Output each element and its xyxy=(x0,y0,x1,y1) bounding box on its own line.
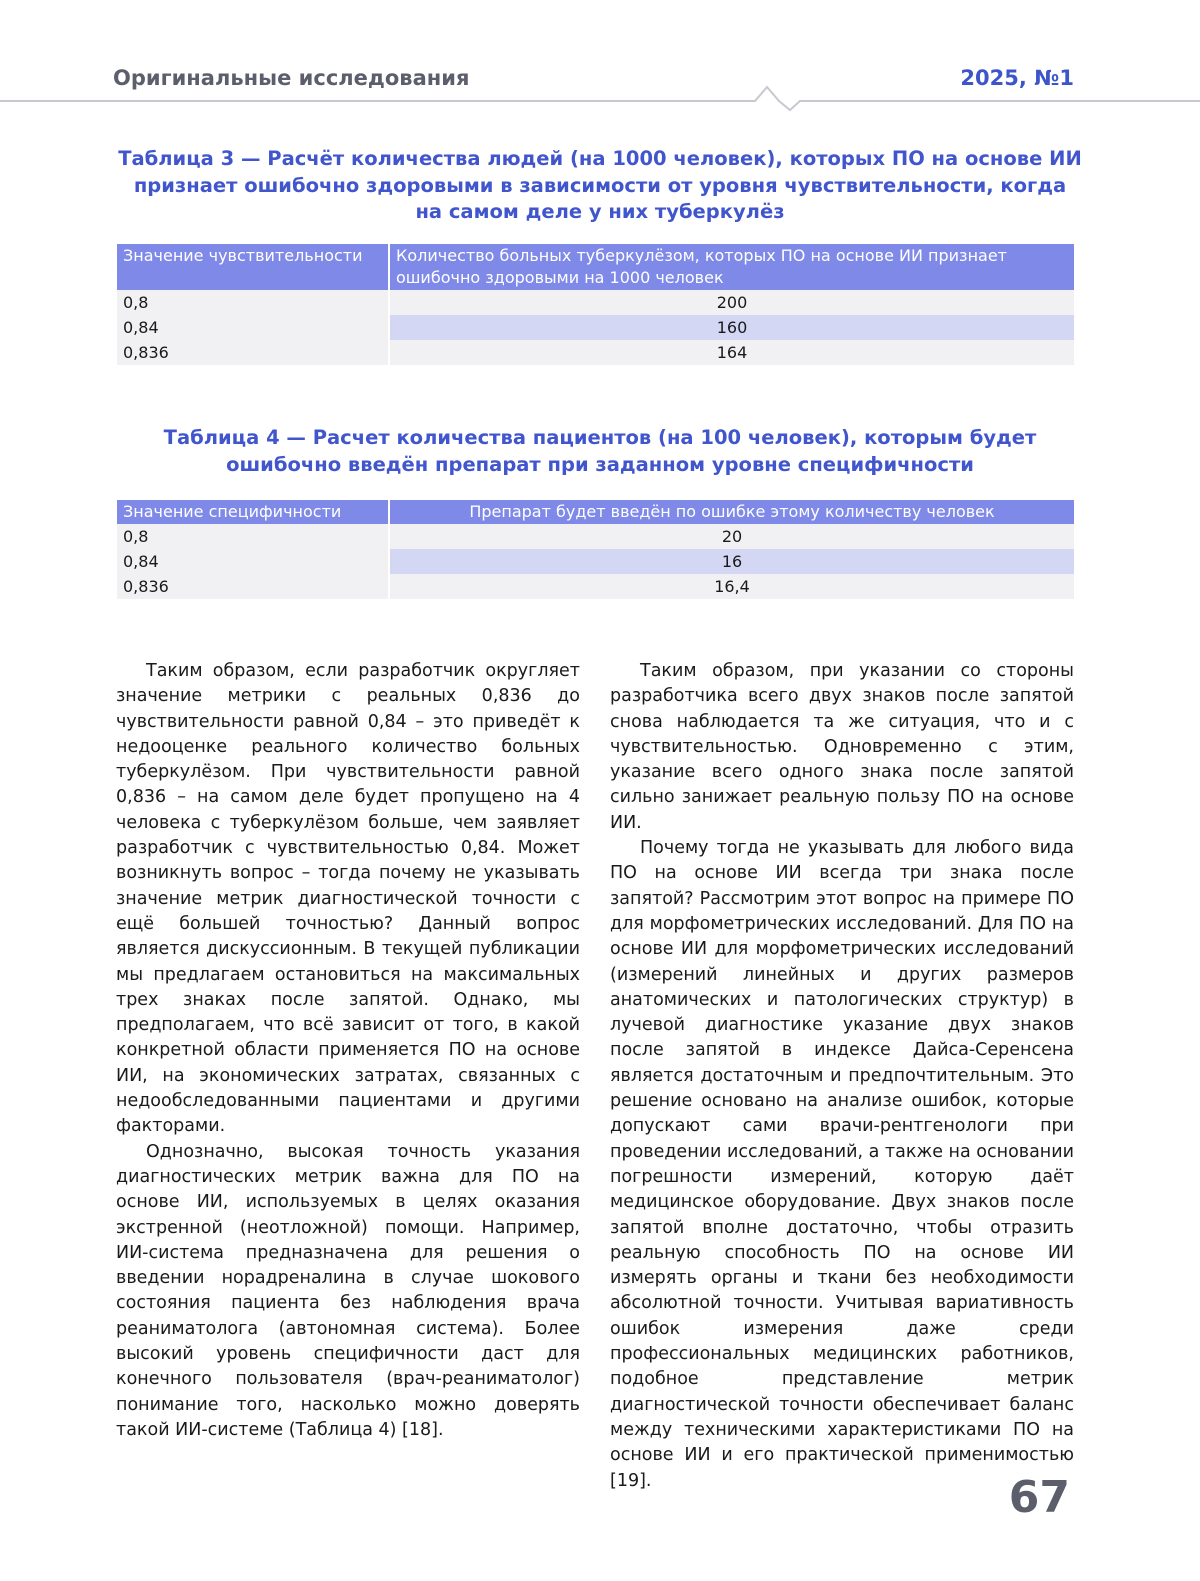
table-row xyxy=(117,574,1074,599)
table4-caption xyxy=(110,425,1090,478)
table-cell: 200 xyxy=(389,290,1074,315)
paragraph: Таким образом, при указании со стороны разработчика всего двух знаков после запятой снова наблюдается та же ситуация, что и с чувствительностью. Одновременно с этим, указание всего одного знака после запятой сильно занижает реальную пользу ПО на основе ИИ. xyxy=(610,661,1074,833)
header-divider xyxy=(0,80,1200,120)
table-cell: 0,836 xyxy=(117,340,389,365)
table3-header-sensitivity: Значение чувствительности xyxy=(117,244,389,290)
table-cell: 0,84 xyxy=(117,315,389,340)
table4-caption-line: Таблица 4 — Расчет количества пациентов (на 100 человек), которым будет xyxy=(163,426,1037,449)
table3-caption-line: Таблица 3 — Расчёт количества людей (на 1000 человек), которых ПО на основе ИИ xyxy=(118,147,1082,170)
table-cell: 0,8 xyxy=(117,524,389,549)
paragraph: Почему тогда не указывать для любого вида ПО на основе ИИ всегда три знака после запятой? Рассмотрим этот вопрос на примере ПО для морфометрических исследований. Для ПО на основе ИИ для морфометрических исследований (измерений линейных и других размеров анатомических и патологических структур) в лучевой диагностике указание двух знаков после запятой в индексе Дайса-Серенсена является достаточным и предпочтительным. Это решение основано на анализе ошибок, которые допускают сами врачи-рентгенологи при проведении исследований, а также на основании погрешности измерений, которую даёт медицинское оборудование. Двух знаков после запятой вполне достаточно, чтобы отразить реальную способность ПО на основе ИИ измерять органы и ткани без необходимости абсолютной точности. Учитывая вариативность ошибок измерения даже среди профессиональных медицинских работников, подобное представление метрик диагностической точности обеспечивает баланс между техническими характеристиками ПО на основе ИИ и его практической применимостью [19]. xyxy=(610,838,1074,1491)
table3-caption-line: на самом деле у них туберкулёз xyxy=(415,200,785,223)
table-row xyxy=(117,290,1074,315)
page-number: 67 xyxy=(1008,1472,1070,1523)
table3-caption xyxy=(110,146,1090,226)
table-cell: 164 xyxy=(389,340,1074,365)
table-cell: 0,836 xyxy=(117,574,389,599)
table-header-row xyxy=(117,244,1074,290)
table-header-row xyxy=(117,500,1074,524)
issue-label: 2025, №1 xyxy=(960,66,1074,90)
table4-caption-line: ошибочно введён препарат при заданном уровне специфичности xyxy=(226,452,974,476)
table-cell: 0,84 xyxy=(117,549,389,574)
table-row xyxy=(117,524,1074,549)
table3-header-missed-count: Количество больных туберкулёзом, которых ПО на основе ИИ признает ошибочно здоровыми на 1000 человек xyxy=(389,244,1074,290)
table-cell: 160 xyxy=(389,315,1074,340)
page-header xyxy=(0,0,1200,120)
table4 xyxy=(117,500,1074,599)
table4-header-error-count: Препарат будет введён по ошибке этому количеству человек xyxy=(389,500,1074,524)
table-cell: 16,4 xyxy=(389,574,1074,599)
table-cell: 20 xyxy=(389,524,1074,549)
table-cell: 16 xyxy=(389,549,1074,574)
section-title: Оригинальные исследования xyxy=(113,66,470,90)
table-row xyxy=(117,315,1074,340)
paragraph: Таким образом, если разработчик округляет значение метрики с реальных 0,836 до чувствительности равной 0,84 – это приведёт к недооценке реального количество больных туберкулёзом. При чувствительности равной 0,836 – на самом деле будет пропущено на 4 человека с туберкулёзом больше, чем заявляет разработчик с чувствительностью 0,84. Может возникнуть вопрос – тогда почему не указывать значение метрик диагностической точности с ещё большей точностью? Данный вопрос является дискуссионным. В текущей публикации мы предлагаем остановиться на максимальных трех знаках после запятой. Однако, мы предполагаем, что всё зависит от того, в какой конкретной области применяется ПО на основе ИИ, на экономических затратах, связанных с недообследованными пациентами и другими факторами. xyxy=(116,661,580,1137)
table-row xyxy=(117,549,1074,574)
table4-header-specificity: Значение специфичности xyxy=(117,500,389,524)
table-row xyxy=(117,340,1074,365)
right-text-column xyxy=(610,659,1074,1494)
table3-caption-line: признает ошибочно здоровыми в зависимости от уровня чувствительности, когда xyxy=(133,173,1067,197)
table-cell: 0,8 xyxy=(117,290,389,315)
left-text-column xyxy=(116,659,580,1443)
table3 xyxy=(117,244,1074,365)
paragraph: Однозначно, высокая точность указания диагностических метрик важна для ПО на основе ИИ, используемых в целях оказания экстренной (неотложной) помощи. Например, ИИ-система предназначена для решения о введении норадреналина в случае шокового состояния пациента без наблюдения врача реаниматолога (автономная система). Более высокий уровень специфичности даст для конечного пользователя (врач-реаниматолог) понимание того, насколько можно доверять такой ИИ-системе (Таблица 4) [18]. xyxy=(116,1141,580,1440)
